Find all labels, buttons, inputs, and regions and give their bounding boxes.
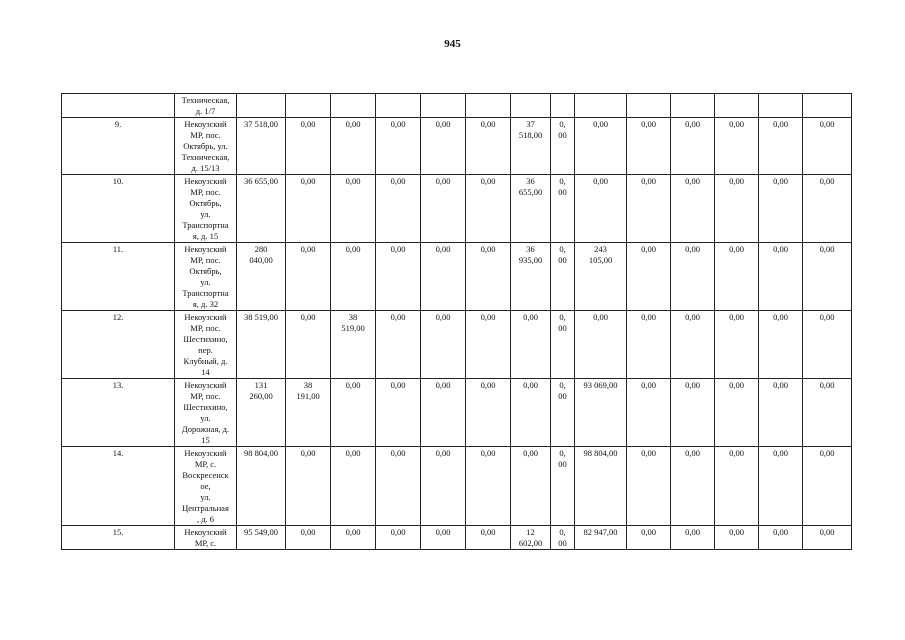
- address-cell: Некоузский МР, пос. Октябрь, ул. Транспортна я, д. 32: [175, 243, 237, 311]
- amount-cell: 0,00: [759, 447, 803, 526]
- amount-cell: 0,00: [803, 526, 852, 550]
- amount-cell: 0,00: [376, 379, 421, 447]
- amount-cell: 0,00: [759, 526, 803, 550]
- amount-cell: 0,00: [421, 447, 466, 526]
- amount-cell: [511, 94, 551, 118]
- amount-cell: 0,00: [803, 118, 852, 175]
- amount-cell: [759, 94, 803, 118]
- amount-cell: 93 069,00: [575, 379, 627, 447]
- amount-cell: 0,00: [376, 175, 421, 243]
- amount-cell: 0,00: [627, 447, 671, 526]
- amount-cell: 0,00: [715, 526, 759, 550]
- amount-cell: [376, 94, 421, 118]
- address-cell: Техническая, д. 1/7: [175, 94, 237, 118]
- amount-cell: 0, 00: [551, 175, 575, 243]
- amount-cell: 0,00: [671, 526, 715, 550]
- amount-cell: [803, 94, 852, 118]
- row-number-cell: 15.: [62, 526, 175, 550]
- amount-cell: [671, 94, 715, 118]
- table-row: [62, 447, 852, 526]
- amount-cell: 0,00: [627, 526, 671, 550]
- amount-cell: 82 947,00: [575, 526, 627, 550]
- address-cell: Некоузский МР, пос. Октябрь, ул. Транспортна я, д. 15: [175, 175, 237, 243]
- amount-cell: [237, 94, 286, 118]
- amount-cell: 0,00: [466, 526, 511, 550]
- table-row: [62, 175, 852, 243]
- address-cell: Некоузский МР, пос. Октябрь, ул. Техническая, д. 15/13: [175, 118, 237, 175]
- amount-cell: 131 260,00: [237, 379, 286, 447]
- amount-cell: 0, 00: [551, 243, 575, 311]
- table-row: [62, 118, 852, 175]
- amount-cell: 0,00: [466, 175, 511, 243]
- amount-cell: [715, 94, 759, 118]
- amount-cell: 0, 00: [551, 118, 575, 175]
- amount-cell: 0,00: [671, 175, 715, 243]
- amount-cell: 0,00: [376, 526, 421, 550]
- amount-cell: 0,00: [803, 447, 852, 526]
- amount-cell: 0,00: [671, 311, 715, 379]
- amount-cell: 0,00: [286, 175, 331, 243]
- amount-cell: 0,00: [376, 447, 421, 526]
- amount-cell: 0,00: [627, 175, 671, 243]
- amount-cell: 0,00: [627, 311, 671, 379]
- amount-cell: 0, 00: [551, 526, 575, 550]
- table-row: [62, 526, 852, 550]
- page-number: 945: [444, 38, 461, 50]
- address-cell: Некоузский МР, пос. Шестихино, ул. Дорожная, д. 15: [175, 379, 237, 447]
- row-number-cell: 10.: [62, 175, 175, 243]
- amount-cell: 0,00: [421, 379, 466, 447]
- amount-cell: [551, 94, 575, 118]
- amount-cell: 0,00: [759, 175, 803, 243]
- row-number-cell: [62, 94, 175, 118]
- amount-cell: 0,00: [715, 379, 759, 447]
- amount-cell: 0,00: [376, 243, 421, 311]
- row-number-cell: 11.: [62, 243, 175, 311]
- amount-cell: 0,00: [331, 526, 376, 550]
- amount-cell: 0,00: [511, 447, 551, 526]
- amount-cell: [331, 94, 376, 118]
- amount-cell: 0,00: [376, 118, 421, 175]
- amount-cell: 0,00: [286, 526, 331, 550]
- amount-cell: 0,00: [803, 175, 852, 243]
- amount-cell: 0,00: [803, 379, 852, 447]
- amount-cell: 36 655,00: [511, 175, 551, 243]
- amount-cell: 0,00: [511, 311, 551, 379]
- amount-cell: 36 655,00: [237, 175, 286, 243]
- amount-cell: 0,00: [466, 118, 511, 175]
- table-row: [62, 311, 852, 379]
- amount-cell: 95 549,00: [237, 526, 286, 550]
- amount-cell: 0,00: [466, 311, 511, 379]
- amount-cell: 0,00: [715, 447, 759, 526]
- amount-cell: 0,00: [421, 118, 466, 175]
- table-row: [62, 94, 852, 118]
- address-cell: Некоузский МР, пос. Шестихино, пер. Клубный, д. 14: [175, 311, 237, 379]
- amount-cell: 0,00: [671, 243, 715, 311]
- amount-cell: 0, 00: [551, 447, 575, 526]
- row-number-cell: 9.: [62, 118, 175, 175]
- amount-cell: 38 191,00: [286, 379, 331, 447]
- amount-cell: 0,00: [421, 175, 466, 243]
- row-number-cell: 14.: [62, 447, 175, 526]
- amount-cell: 0,00: [671, 379, 715, 447]
- amount-cell: 0,00: [671, 118, 715, 175]
- amount-cell: 0,00: [715, 311, 759, 379]
- amount-cell: 0,00: [421, 526, 466, 550]
- amount-cell: 0,00: [466, 379, 511, 447]
- row-number-cell: 13.: [62, 379, 175, 447]
- amount-cell: 0,00: [759, 379, 803, 447]
- amount-cell: 0,00: [286, 118, 331, 175]
- amount-cell: 280 040,00: [237, 243, 286, 311]
- amount-cell: 0,00: [627, 243, 671, 311]
- amount-cell: 0,00: [715, 243, 759, 311]
- amount-cell: 0,00: [627, 118, 671, 175]
- amount-cell: 98 804,00: [575, 447, 627, 526]
- amount-cell: 0,00: [759, 118, 803, 175]
- amount-cell: 0,00: [331, 243, 376, 311]
- amount-cell: [286, 94, 331, 118]
- amount-cell: 0,00: [759, 311, 803, 379]
- address-cell: Некоузский МР, с. Воскресенск ое, ул. Центральная , д. 6: [175, 447, 237, 526]
- amount-cell: 0,00: [421, 243, 466, 311]
- amount-cell: 37 518,00: [511, 118, 551, 175]
- table-row: [62, 379, 852, 447]
- amount-cell: 0,00: [671, 447, 715, 526]
- row-number-cell: 12.: [62, 311, 175, 379]
- amount-cell: 0, 00: [551, 379, 575, 447]
- amount-cell: [466, 94, 511, 118]
- amount-cell: [421, 94, 466, 118]
- amount-cell: 0,00: [803, 243, 852, 311]
- amount-cell: 0,00: [331, 118, 376, 175]
- amount-cell: 0,00: [803, 311, 852, 379]
- amount-cell: 38 519,00: [331, 311, 376, 379]
- amount-cell: 37 518,00: [237, 118, 286, 175]
- amount-cell: 38 519,00: [237, 311, 286, 379]
- amount-cell: 0,00: [421, 311, 466, 379]
- amount-cell: 0,00: [286, 311, 331, 379]
- amount-cell: 0,00: [627, 379, 671, 447]
- amount-cell: 0,00: [575, 175, 627, 243]
- amount-cell: 0,00: [466, 447, 511, 526]
- amount-cell: 0,00: [286, 447, 331, 526]
- amount-cell: 0,00: [376, 311, 421, 379]
- amount-cell: 0,00: [759, 243, 803, 311]
- amount-cell: 0,00: [511, 379, 551, 447]
- amount-cell: 0,00: [286, 243, 331, 311]
- amount-cell: 12 602,00: [511, 526, 551, 550]
- amount-cell: 36 935,00: [511, 243, 551, 311]
- amount-cell: 0,00: [331, 447, 376, 526]
- amount-cell: 0,00: [715, 118, 759, 175]
- amount-cell: 0,00: [331, 379, 376, 447]
- amount-cell: 243 105,00: [575, 243, 627, 311]
- table-body: [62, 94, 852, 550]
- amount-cell: 0, 00: [551, 311, 575, 379]
- amount-cell: [627, 94, 671, 118]
- amount-cell: [575, 94, 627, 118]
- amount-cell: 0,00: [331, 175, 376, 243]
- table-row: [62, 243, 852, 311]
- data-table: [61, 93, 852, 550]
- amount-cell: 0,00: [715, 175, 759, 243]
- amount-cell: 0,00: [575, 118, 627, 175]
- amount-cell: 98 804,00: [237, 447, 286, 526]
- amount-cell: 0,00: [575, 311, 627, 379]
- address-cell: Некоузский МР, с.: [175, 526, 237, 550]
- amount-cell: 0,00: [466, 243, 511, 311]
